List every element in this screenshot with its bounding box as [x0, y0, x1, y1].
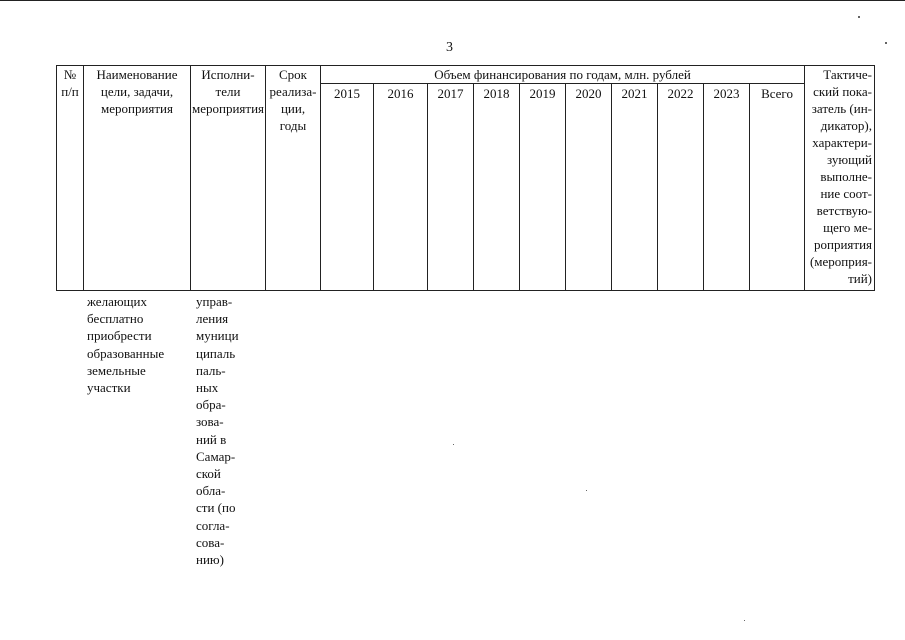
continuation-name-text: желающих бесплатно приобрести образованные земельные участки [87, 294, 165, 396]
scan-speck [858, 16, 860, 18]
header-year-2023: 2023 [704, 84, 750, 291]
header-total: Всего [750, 84, 805, 291]
top-border-line [0, 0, 905, 1]
header-year-2021: 2021 [612, 84, 658, 291]
header-name: Наименование цели, задачи, мероприятия [84, 66, 191, 291]
continuation-executors-text: управ- ления муници ципаль паль- ных обра- зова- ний в Самар- ской обла- сти (по согла- сова- нию) [196, 294, 239, 568]
header-funding-title: Объем финансирования по годам, млн. рублей [321, 66, 805, 84]
header-year-2018: 2018 [474, 84, 520, 291]
scan-speck [586, 490, 587, 491]
funding-table-header [56, 65, 875, 291]
header-num: № п/п [57, 66, 84, 291]
header-tactical-indicator: Тактиче- ский пока- затель (ин- дикатор), характери- зующий выполне- ние соот- ветствую- щего ме- роприятия (мероприя- тий) [805, 66, 875, 291]
header-year-2022: 2022 [658, 84, 704, 291]
header-executors: Исполни- тели мероприятия [191, 66, 266, 291]
scan-speck [453, 444, 454, 445]
header-year-2015: 2015 [321, 84, 374, 291]
scan-speck [885, 42, 887, 44]
header-year-2019: 2019 [520, 84, 566, 291]
page-number: 3 [446, 40, 453, 55]
scan-speck [744, 620, 745, 621]
header-year-2016: 2016 [374, 84, 428, 291]
header-year-2020: 2020 [566, 84, 612, 291]
header-year-2017: 2017 [428, 84, 474, 291]
header-term: Срок реализа- ции, годы [266, 66, 321, 291]
